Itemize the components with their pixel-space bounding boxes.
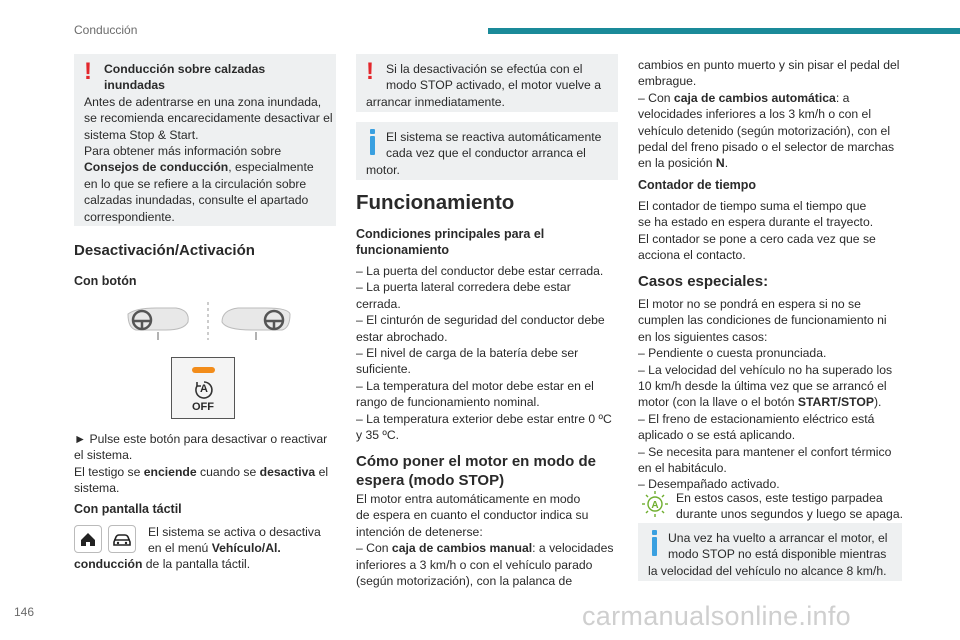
timer-text: El contador de tiempo suma el tiempo que se ha estado en espera durante el trayecto. El contador se pone a cero cada vez que se acciona el contacto. — [638, 199, 876, 263]
header-accent-bar — [488, 28, 960, 34]
heading-stop-mode: Cómo poner el motor en modo de espera (modo STOP) — [356, 453, 597, 489]
heading-touch-screen: Con pantalla táctil — [74, 502, 182, 516]
warning-line: calzadas inundadas, consulte el apartado — [84, 193, 309, 208]
off-label: OFF — [192, 401, 214, 413]
warning-line: se recomienda encarecidamente desactivar el — [84, 111, 333, 126]
home-icon — [74, 525, 102, 553]
stop-mode-warning: ! Si la desactivación se efectúa con el modo STOP activado, el motor vuelve a arrancar inmediatamente. — [356, 54, 618, 112]
heading-deactivation: Desactivación/Activación — [74, 242, 255, 259]
heading-operation: Funcionamiento — [356, 191, 515, 214]
info-icon — [369, 129, 375, 155]
flooded-road-warning — [74, 54, 336, 226]
warning-line: Consejos de conducción, especialmente — [84, 160, 314, 175]
stop-start-lamp-icon — [640, 490, 670, 518]
heading-special-cases: Casos especiales: — [638, 273, 769, 290]
section-title: Conducción — [74, 23, 138, 37]
warning-title: Conducción sobre calzadas inundadas — [104, 62, 266, 93]
warning-line: en lo que se refiere a la circulación sobre — [84, 176, 307, 191]
right-steering-wheel-icon — [222, 308, 290, 340]
reactivation-info: El sistema se reactiva automáticamente cada vez que el conductor arranca el motor. — [356, 122, 618, 180]
warning-line: sistema Stop & Start. — [84, 127, 199, 142]
stop-mode-text: El motor entra automáticamente en modo de espera en cuanto el conductor indica su intención de detenerse: – Con caja de cambios manual: a velocidades inferiores a 3 km/h o con el vehículo parado (según motorización), con la palanca de — [356, 492, 614, 589]
warning-line: Para obtener más información sobre — [84, 144, 282, 159]
warning-icon: ! — [366, 58, 374, 85]
restart-info: Una vez ha vuelto a arrancar el motor, el modo STOP no está disponible mientras la velocidad del vehículo no alcance 8 km/h. — [638, 523, 902, 581]
warning-icon: ! — [84, 58, 92, 85]
conditions-list: – La puerta del conductor debe estar cerrada. – La puerta lateral corredera debe estar cerrada. – El cinturón de seguridad del conductor debe estar abrochado. – El nivel de carga de la batería debe ser suficiente. – La temperatura del motor debe estar en el rango de funcionamiento nominal. – La temperatura exterior debe estar entre 0 ºC y 35 ºC. — [356, 264, 612, 443]
stop-start-off-button[interactable] — [171, 357, 235, 419]
left-steering-wheel-icon — [128, 308, 188, 340]
indicator-lamp — [192, 367, 215, 373]
warning-line: Antes de adentrarse en una zona inundada, — [84, 94, 322, 109]
page-number: 146 — [14, 605, 35, 619]
special-cases-text: El motor no se pondrá en espera si no se cumplen las condiciones de funcionamiento ni en los siguientes casos: – Pendiente o cuesta pronunciada. – La velocidad del vehículo no ha superado los 10 km/h desde la última vez que se arrancó el motor (con la llave o el botón START/STOP). – El freno de estacionamiento eléctrico está aplicado o se está aplicando. – Se necesita para mantener el confort térmico en el habitáculo. – Desempañado activado. — [638, 297, 893, 492]
stop-mode-continued: cambios en punto muerto y sin pisar el pedal del embrague. – Con caja de cambios automática: a velocidades inferiores a los 3 km/h o con el vehículo detenido (según motorización), con el pedal del freno pisado o el selector de marchas en la posición N. — [638, 58, 900, 171]
warning-line: correspondiente. — [84, 209, 175, 224]
heading-conditions: Condiciones principales para el funcionamiento — [356, 227, 545, 258]
touch-menu-text: El sistema se activa o desactiva en el menú Vehículo/Al. — [148, 525, 321, 556]
press-instructions: ► Pulse este botón para desactivar o reactivar el sistema. El testigo se enciende cuando se desactiva el sistema. — [74, 432, 329, 496]
car-icon — [108, 525, 136, 553]
watermark: carmanualsonline.info — [582, 601, 851, 631]
heading-timer: Contador de tiempo — [638, 178, 757, 192]
driving-tips-link: Consejos de conducción — [84, 160, 229, 175]
touch-menu-text-end: conducción de la pantalla táctil. — [74, 557, 251, 571]
heading-with-button: Con botón — [74, 274, 137, 288]
info-icon — [651, 530, 657, 556]
steering-wheel-illustration — [126, 300, 292, 342]
svg-text:A: A — [651, 500, 659, 511]
auto-a-letter: A — [200, 383, 208, 395]
blink-text: En estos casos, este testigo parpadea durante unos segundos y luego se apaga. — [676, 491, 903, 522]
